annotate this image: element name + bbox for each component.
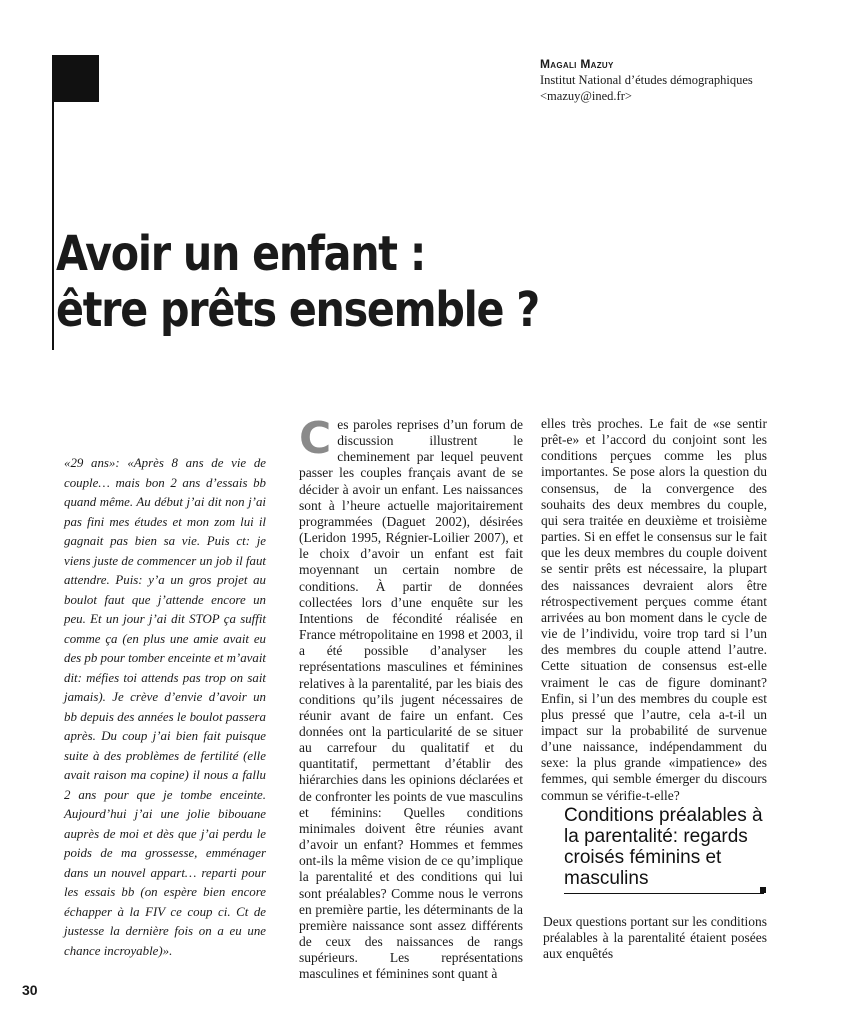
author-block [540,56,753,104]
decorative-vertical-rule [52,55,54,350]
body-column-1 [299,413,523,982]
epigraph-quote: «29 ans»: «Après 8 ans de vie de couple… mais bon 2 ans d’essais bb quand même. Au début j’ai dit non j’ai pas fini mes études et mon zom lui il gagnait pas bien sa vie. Puis ct: je viens juste de commencer un job il faut attendre. Puis: y’a un gros projet au boulot faut que j’attende encore un peu. Et un jour j’ai dit STOP ça suffit comme ça (en plus une amie avait eu des pb pour tomber enceinte et m’avait dit: méfies toi attends pas trop on sait jamais). Je crève d’envie d’avoir un bb depuis des années le boulot passera après. Du coup j’ai bien fait puisque suite à des problèmes de fertilité (elle avait raison ma copine) il nous a fallu 2 ans pour que je tombe enceinte. Aujourd’hui j’ai une jolie bibouane auprès de moi et dès que j’ai perdu le poids de ma grossesse, emménager dans un nouvel appart… reparti pour les essais bb (on espère bien encore échapper à la FIV ce coup ci. Ct de justesse la dernière fois on a eu une chance incroyable)». [64,456,266,958]
article-title [56,226,710,338]
body-column-2: elles très proches. Le fait de «se sentir prêt-e» et l’accord du conjoint sont les conditions perçues comme les plus importantes. Se pose alors la question du consensus, de la convergence des souhaits des deux membres du couple, qui sera traitée en deuxième et troisième parties. Si en effet le consensus sur le fait que les deux membres du couple doivent se sentir prêts est nécessaire, la plupart des naissances devraient alors être rétrospectivement perçues comme étant arrivées au bon moment dans le cycle de vie de l’individu, voire trop tard si l’un des membres du couple attend l’autre. Cette situation de consensus est-elle vraiment le cas de figure dominant? Enfin, si l’un des membres du couple est plus pressé que l’autre, cela a-t-il un impact sur la probabilité de survenue d’une naissance, indépendamment du sexe: la plus grande «impatience» des femmes, qui semble émerger du discours commun se vérifie-t-elle? [541,416,767,803]
author-email: <mazuy@ined.fr> [540,89,632,103]
body-text-column-1: es paroles reprises d’un forum de discussion illustrent le cheminement par lequel peuvent passer les couples français avant de se décider à avoir un enfant. Les naissances sont à l’heure actuelle majoritairement programmées (Daguet 2002), désirées (Leridon 1995, Régnier-Loilier 2007), et le choix d’avoir un enfant est fait moyennant un certain nombre de conditions. À partir de données collectées lors d’une enquête sur les Intentions de fécondité réalisée en France métropolitaine en 1998 et 2003, il a été possible d’analyser les représentations masculines et féminines relatives à la parentalité, par les biais des conditions qu’ils jugent nécessaires de réunir avant de faire un enfant. Ces données ont la particularité de se situer au carrefour du qualitatif et du quantitatif, permettant d’établir des hiérarchies dans les opinions déclarées et de confronter les points de vue masculins et féminins: Quelles conditions minimales doivent être réunies avant d’avoir un enfant? Hommes et femmes ont-ils la même vision de ce qu’implique la parentalité et des conditions qui lui sont préalables? Comme nous le verrons en première partie, les déterminants de la première naissance sont assez différents de ceux des naissances de rangs supérieurs. Les représentations masculines et féminines sont quant à [299,417,523,982]
section-subheading: Conditions préalables à la parentalité: regards croisés féminins et masculins [564,805,763,889]
subheading-end-mark [760,887,766,893]
page-number: 30 [22,982,38,998]
section-body-text: Deux questions portant sur les conditions préalables à la parentalité étaient posées aux enquêtés [543,914,767,962]
author-name: Magali Mazuy [540,57,614,71]
drop-cap: C [299,413,332,464]
author-affiliation: Institut National d’études démographiques [540,73,753,87]
title-line-2: être prêts ensemble ? [56,282,539,338]
subheading-underline [564,893,764,894]
decorative-black-square [52,55,99,102]
title-line-1: Avoir un enfant : [56,226,426,282]
